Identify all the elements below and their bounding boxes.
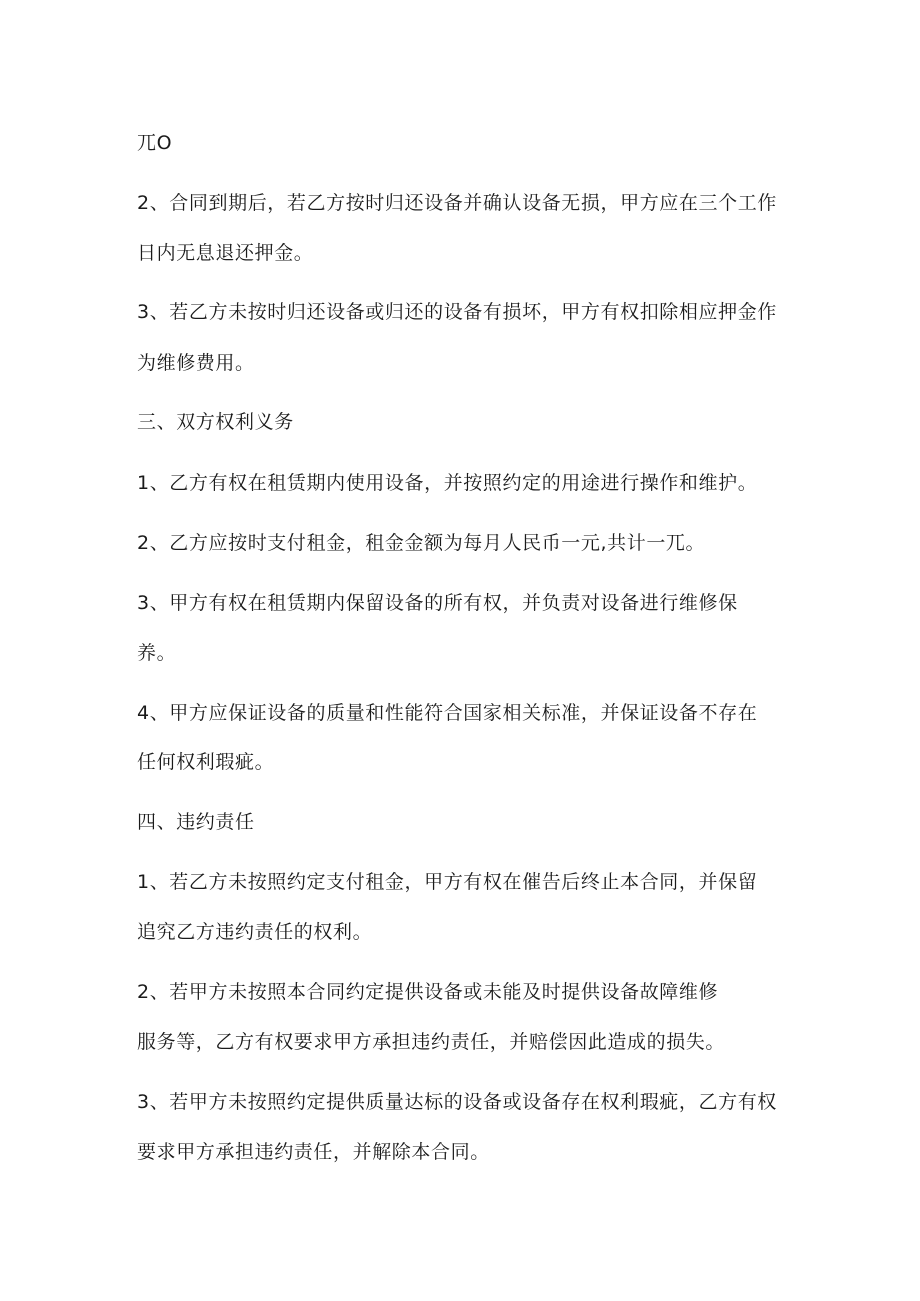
liability-clause-2-line-1: 2、若甲方未按照本合同约定提供设备或未能及时提供设备故障维修 <box>137 981 719 1003</box>
rights-clause-4-line-2: 任何权利瑕疵。 <box>137 751 275 773</box>
clause-3-line-2: 为维修费用。 <box>137 352 255 374</box>
rights-clause-4-line-1: 4、甲方应保证设备的质量和性能符合国家相关标准，并保证设备不存在 <box>137 702 758 724</box>
liability-clause-3-line-1: 3、若甲方未按照约定提供质量达标的设备或设备存在权利瑕疵，乙方有权 <box>137 1091 777 1113</box>
rights-clause-2: 2、乙方应按时支付租金，租金金额为每月人民币一元,共计一兀。 <box>137 532 706 554</box>
liability-clause-1-line-1: 1、若乙方未按照约定支付租金，甲方有权在催告后终止本合同，并保留 <box>137 871 758 893</box>
rights-clause-1: 1、乙方有权在租赁期内使用设备，并按照约定的用途进行操作和维护。 <box>137 472 758 494</box>
clause-3-line-1: 3、若乙方未按时归还设备或归还的设备有损坏，甲方有权扣除相应押金作 <box>137 301 777 323</box>
rights-clause-3-line-1: 3、甲方有权在租赁期内保留设备的所有权，并负责对设备进行维修保 <box>137 592 738 614</box>
liability-clause-2-line-2: 服务等，乙方有权要求甲方承担违约责任，并赔偿因此造成的损失。 <box>137 1031 726 1053</box>
liability-clause-3-line-2: 要求甲方承担违约责任，并解除本合同。 <box>137 1141 490 1163</box>
section-heading-rights-obligations: 三、双方权利义务 <box>137 411 294 433</box>
clause-2-line-2: 日内无息退还押金。 <box>137 242 314 264</box>
section-heading-liability: 四、违约责任 <box>137 811 255 833</box>
rights-clause-3-line-2: 养。 <box>137 642 177 664</box>
clause-2-line-1: 2、合同到期后，若乙方按时归还设备并确认设备无损，甲方应在三个工作 <box>137 192 777 214</box>
liability-clause-1-line-2: 追究乙方违约责任的权利。 <box>137 921 373 943</box>
text-line-fragment: 兀O <box>137 132 173 154</box>
